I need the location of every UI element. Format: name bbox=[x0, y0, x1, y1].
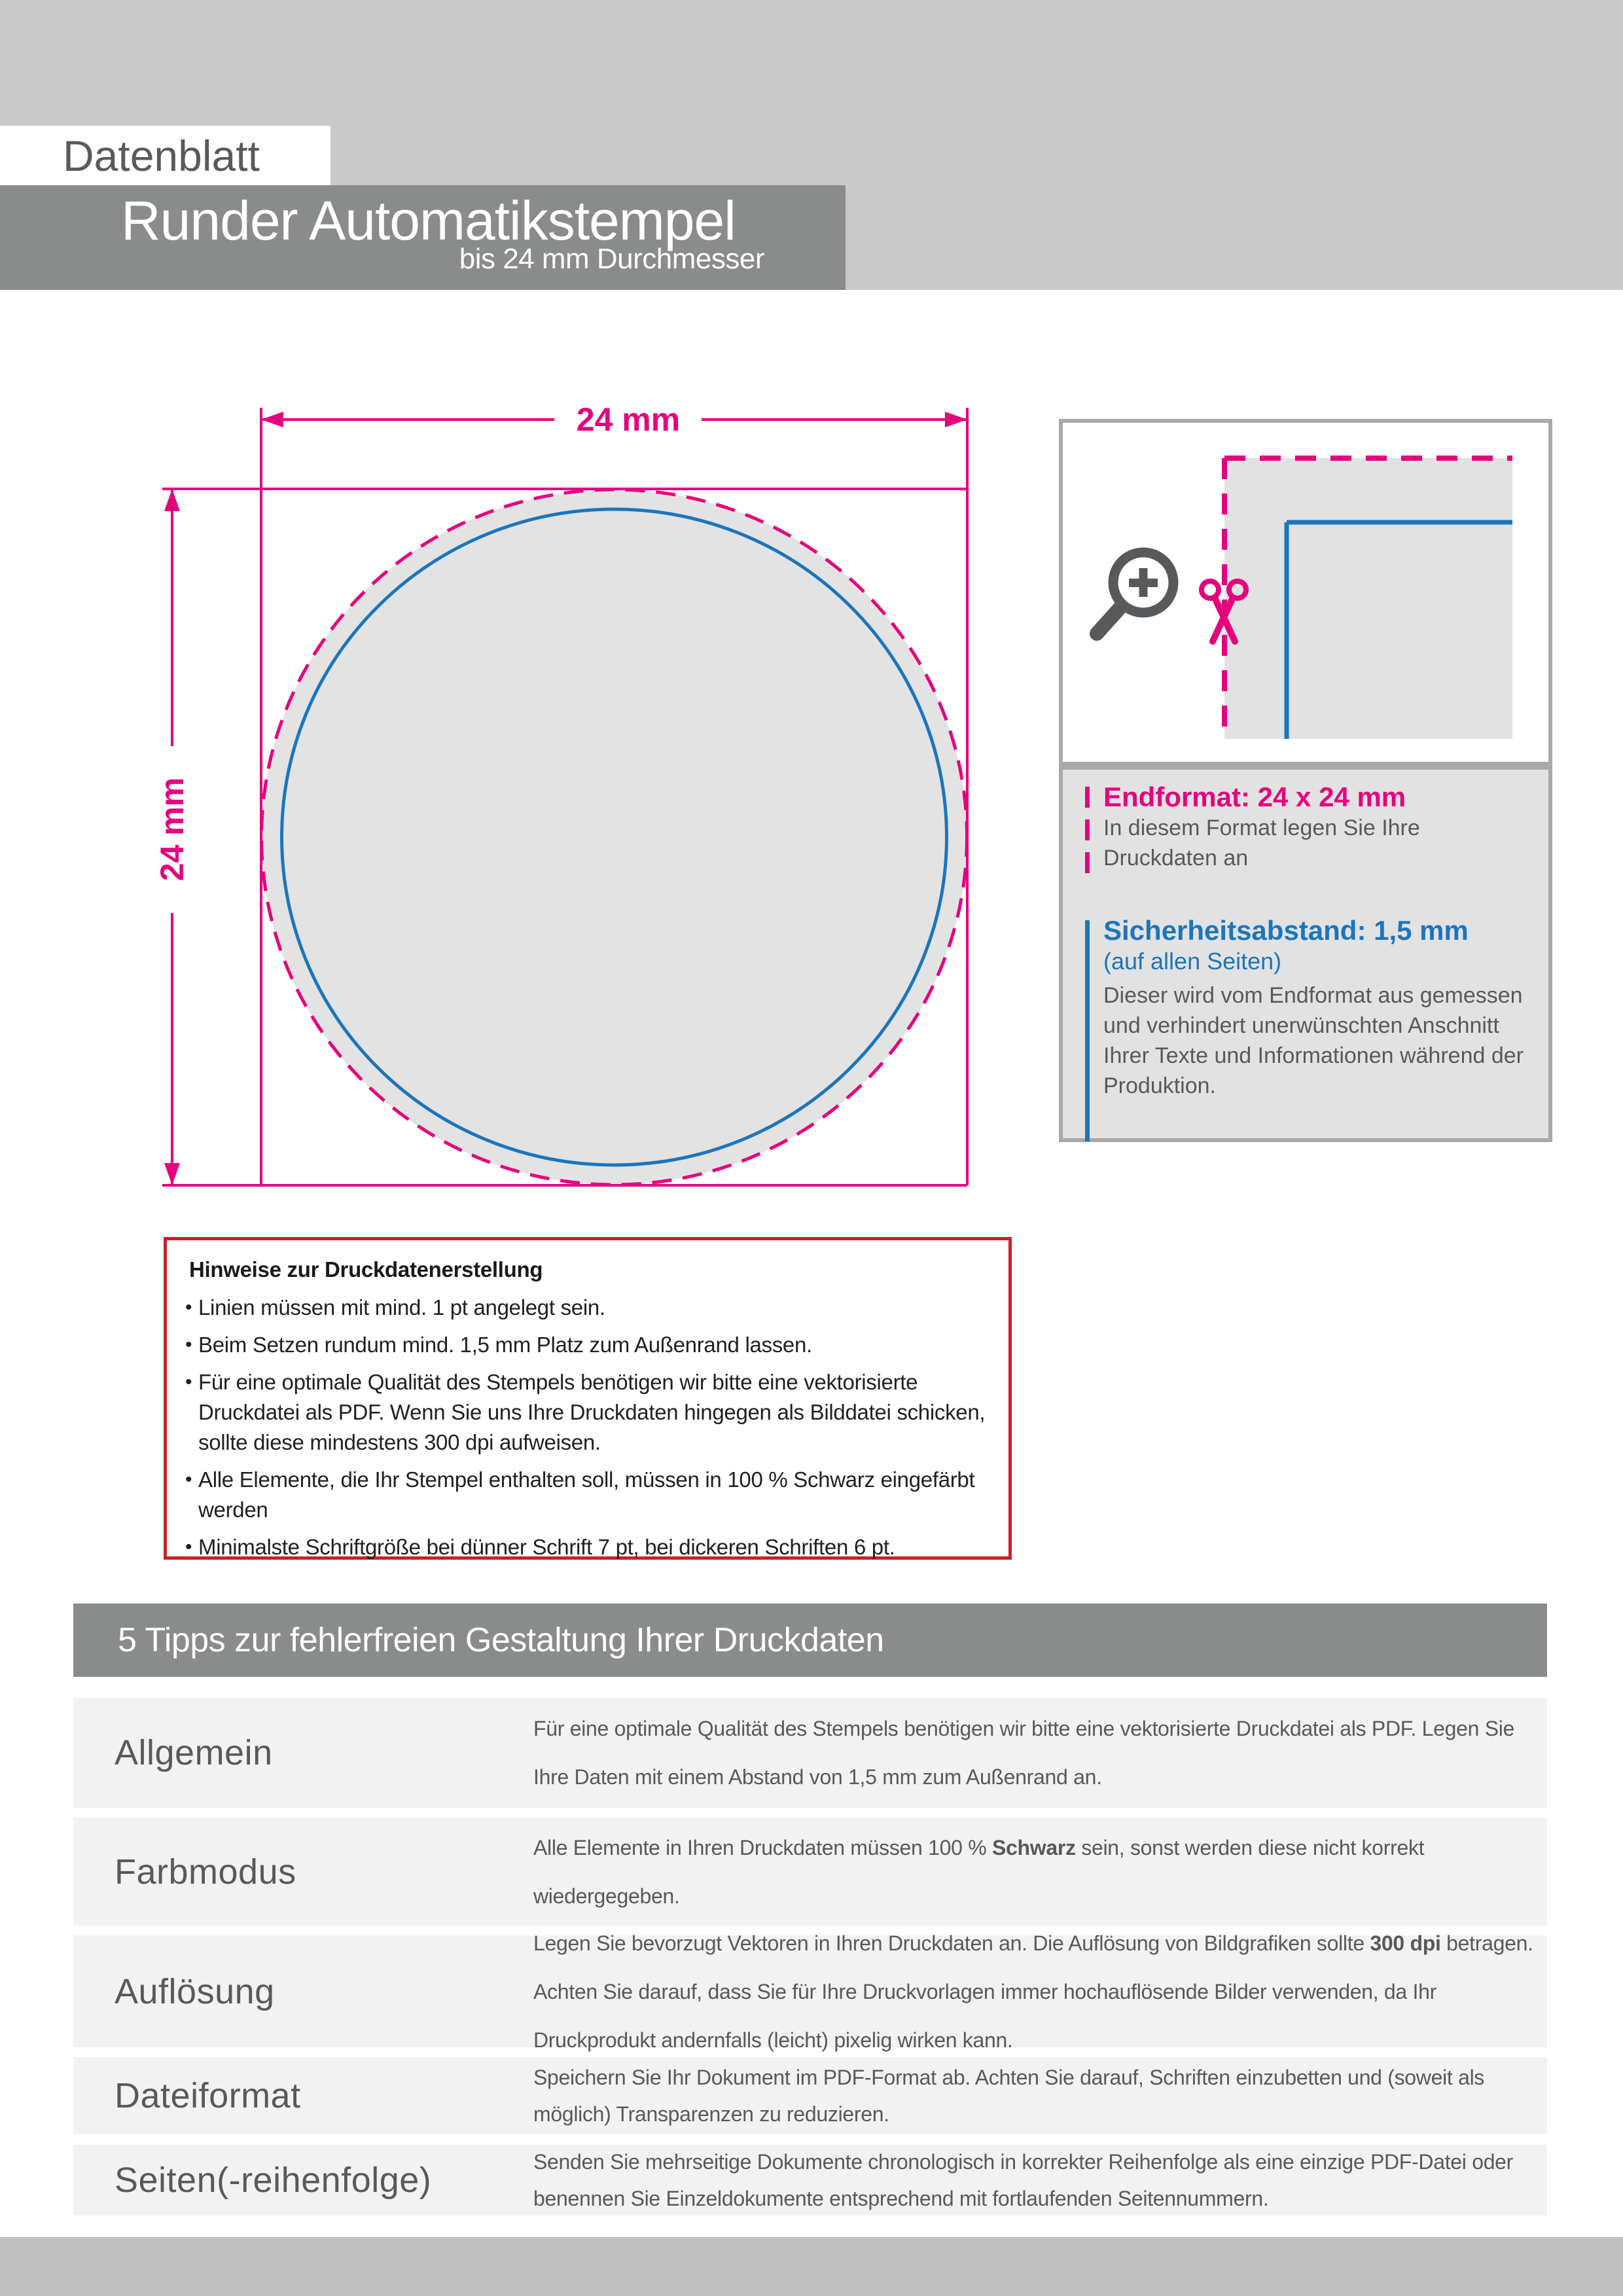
endformat-dash-marker bbox=[1085, 787, 1090, 876]
tip-row-aufloesung bbox=[73, 1931, 1547, 2052]
safety-solid-marker bbox=[1085, 920, 1090, 1141]
title-bar bbox=[0, 185, 846, 290]
stamp-bleed-disc bbox=[262, 490, 967, 1185]
tips-banner-title: 5 Tipps zur fehlerfreien Gestaltung Ihrer Druckdaten bbox=[118, 1621, 884, 1659]
page-title: Runder Automatikstempel bbox=[121, 190, 736, 251]
tip-row-farbmodus bbox=[73, 1818, 1547, 1926]
safety-title: Sicherheitsabstand: 1,5 mm bbox=[1103, 915, 1469, 946]
safety-subtitle: (auf allen Seiten) bbox=[1103, 948, 1282, 975]
corner-zoom-illustration bbox=[1059, 419, 1552, 766]
arrow-down-icon bbox=[164, 1163, 180, 1185]
hint-item: • Linien müssen mit mind. 1 pt angelegt sein. bbox=[184, 1293, 986, 1323]
tip-text: Speichern Sie Ihr Dokument im PDF-Format ab. Achten Sie darauf, Schriften einzubetten und (soweit als möglich) Transparenzen zu reduzieren. bbox=[533, 2066, 1485, 2126]
bleed-area bbox=[1224, 458, 1512, 739]
hint-item: • Minimalste Schriftgröße bei dünner Schrift 7 pt, bei dickeren Schriften 6 pt. bbox=[184, 1532, 986, 1562]
height-dimension-label: 24 mm bbox=[154, 777, 190, 882]
tip-row-dateiformat bbox=[73, 2057, 1547, 2134]
hint-item: • Beim Setzen rundum mind. 1,5 mm Platz zum Außenrand lassen. bbox=[184, 1330, 986, 1360]
endformat-title: Endformat: 24 x 24 mm bbox=[1103, 781, 1406, 812]
width-dimension bbox=[261, 401, 967, 438]
arrow-up-icon bbox=[164, 489, 180, 511]
tip-label: Auflösung bbox=[115, 1971, 275, 2011]
hint-item: • Alle Elemente, die Ihr Stempel enthalten soll, müssen in 100 % Schwarz eingefärbt werden bbox=[184, 1465, 986, 1525]
tip-text: Legen Sie bevorzugt Vektoren in Ihren Druckdaten an. Die Auflösung von Bildgrafiken sollte 300 dpi betragen. Achten Sie darauf, dass Sie für Ihre Druckvorlagen immer hochauflösende Bilder verwenden, da Ihr Druckprodukt andernfalls (leicht) pixelig wirken kann. bbox=[533, 1931, 1533, 2052]
stamp-dimension-diagram bbox=[118, 367, 1021, 1237]
tip-row-allgemein bbox=[73, 1698, 1547, 1808]
hints-title: Hinweise zur Druckdatenerstellung bbox=[189, 1257, 543, 1282]
tip-text: Für eine optimale Qualität des Stempels benötigen wir bitte eine vektorisierte Druckdatei als PDF. Legen Sie Ihre Daten mit einem Abstand von 1,5 mm zum Außenrand an. bbox=[533, 1717, 1515, 1789]
tip-label: Farbmodus bbox=[115, 1852, 296, 1892]
tip-text: Alle Elemente in Ihren Druckdaten müssen 100 % Schwarz sein, sonst werden diese nicht korrekt wiedergegeben. bbox=[533, 1835, 1425, 1908]
safety-body: Dieser wird vom Endformat aus gemessen und verhindert unerwünschten Anschnitt Ihrer Texte und Informationen während der Produktion. bbox=[1103, 983, 1524, 1098]
hint-item: • Für eine optimale Qualität des Stempels benötigen wir bitte eine vektorisierte Druckdatei als PDF. Wenn Sie uns Ihre Druckdaten hingegen als Bilddatei schicken, sollte diese mindestens 300 dpi aufweisen. bbox=[184, 1367, 986, 1458]
tip-label: Allgemein bbox=[115, 1733, 273, 1772]
tip-label: Dateiformat bbox=[115, 2076, 301, 2115]
endformat-body: In diesem Format legen Sie Ihre Druckdaten an bbox=[1103, 816, 1420, 870]
footer-band bbox=[0, 2237, 1623, 2296]
arrow-right-icon bbox=[945, 412, 967, 427]
kicker-label: Datenblatt bbox=[63, 131, 260, 180]
arrow-left-icon bbox=[261, 412, 283, 427]
zoom-in-icon bbox=[1097, 552, 1173, 634]
format-info-panel bbox=[1059, 766, 1552, 1142]
tip-text: Senden Sie mehrseitige Dokumente chronologisch in korrekter Reihenfolge als eine einzige PDF-Datei oder benennen Sie Einzeldokumente entsprechend mit fortlaufenden Seitennummern. bbox=[533, 2150, 1514, 2210]
page-subtitle: bis 24 mm Durchmesser bbox=[459, 243, 764, 275]
hints-box bbox=[164, 1237, 1012, 1560]
tip-row-seitenreihenfolge bbox=[73, 2145, 1547, 2215]
tip-label: Seiten(-reihenfolge) bbox=[115, 2161, 432, 2200]
width-dimension-label: 24 mm bbox=[576, 401, 681, 438]
kicker-box bbox=[0, 126, 330, 185]
hints-list bbox=[184, 1293, 986, 1562]
height-dimension bbox=[154, 489, 190, 1185]
tips-banner bbox=[73, 1604, 1547, 1677]
